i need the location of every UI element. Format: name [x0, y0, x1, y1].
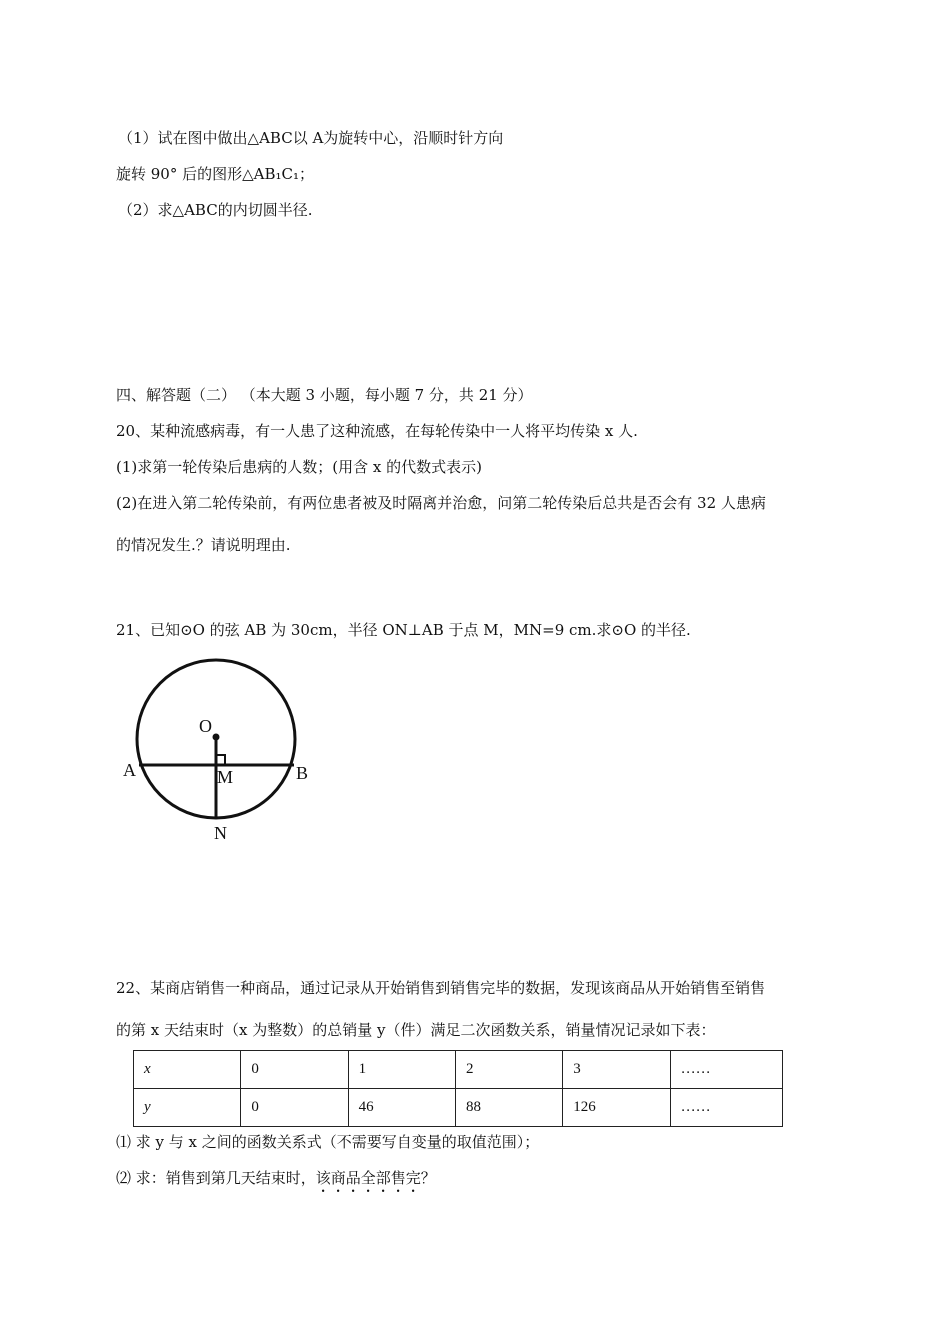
q20-part2-line2: 的情况发生.？请说明理由.	[116, 536, 291, 554]
q19-part2: （2）求△ABC的内切圆半径.	[118, 201, 313, 219]
label-b: B	[296, 763, 309, 783]
circle-diagram	[110, 650, 350, 850]
table-cell: 126	[563, 1089, 670, 1127]
label-m: M	[217, 767, 234, 787]
table-cell: 46	[348, 1089, 455, 1127]
table-cell: 3	[563, 1051, 670, 1089]
label-o: O	[199, 716, 212, 736]
q22-stem-line1: 22、某商店销售一种商品，通过记录从开始销售到销售完毕的数据，发现该商品从开始销售至销售	[116, 979, 766, 997]
section-header: 四、解答题（二） （本大题 3 小题，每小题 7 分，共 21 分）	[116, 386, 533, 404]
center-point	[213, 734, 220, 741]
q20-stem: 20、某种流感病毒，有一人患了这种流感，在每轮传染中一人将平均传染 x 人.	[116, 422, 638, 440]
label-a: A	[123, 760, 136, 780]
table-cell: ……	[670, 1051, 782, 1089]
q20-part2-line1: (2)在进入第二轮传染前，有两位患者被及时隔离并治愈，问第二轮传染后总共是否会有 32 人患病	[116, 494, 766, 512]
table-row	[134, 1089, 783, 1127]
sales-table	[133, 1050, 783, 1127]
q19-part1-line2: 旋转 90° 后的图形△AB₁C₁；	[116, 165, 315, 183]
label-n: N	[214, 823, 227, 843]
q22-stem-line2: 的第 x 天结束时（x 为整数）的总销量 y（件）满足二次函数关系，销量情况记录如下表：	[116, 1021, 716, 1039]
q22-part2-emphasis: 该商品全部售完	[315, 1169, 421, 1187]
table-cell: 2	[455, 1051, 562, 1089]
table-cell: 0	[241, 1089, 348, 1127]
q22-part2-suffix: ？	[420, 1169, 436, 1187]
table-cell: y	[134, 1089, 241, 1127]
table-cell: x	[134, 1051, 241, 1089]
table-cell: 1	[348, 1051, 455, 1089]
q22-part1: ⑴ 求 y 与 x 之间的函数关系式（不需要写自变量的取值范围）；	[116, 1133, 540, 1151]
q22-part2	[116, 1168, 436, 1196]
table-cell: 88	[455, 1089, 562, 1127]
q19-part1-line1: （1）试在图中做出△ABC以 A为旋转中心，沿顺时针方向	[118, 129, 504, 147]
table-row	[134, 1051, 783, 1089]
q22-part2-prefix: ⑵ 求：销售到第几天结束时，	[116, 1169, 316, 1187]
q20-part1: (1)求第一轮传染后患病的人数；(用含 x 的代数式表示)	[116, 458, 482, 476]
table-cell: 0	[241, 1051, 348, 1089]
table-cell: ……	[670, 1089, 782, 1127]
q21-stem: 21、已知⊙O 的弦 AB 为 30cm，半径 ON⊥AB 于点 M，MN=9 cm.求⊙O 的半径.	[116, 621, 691, 639]
